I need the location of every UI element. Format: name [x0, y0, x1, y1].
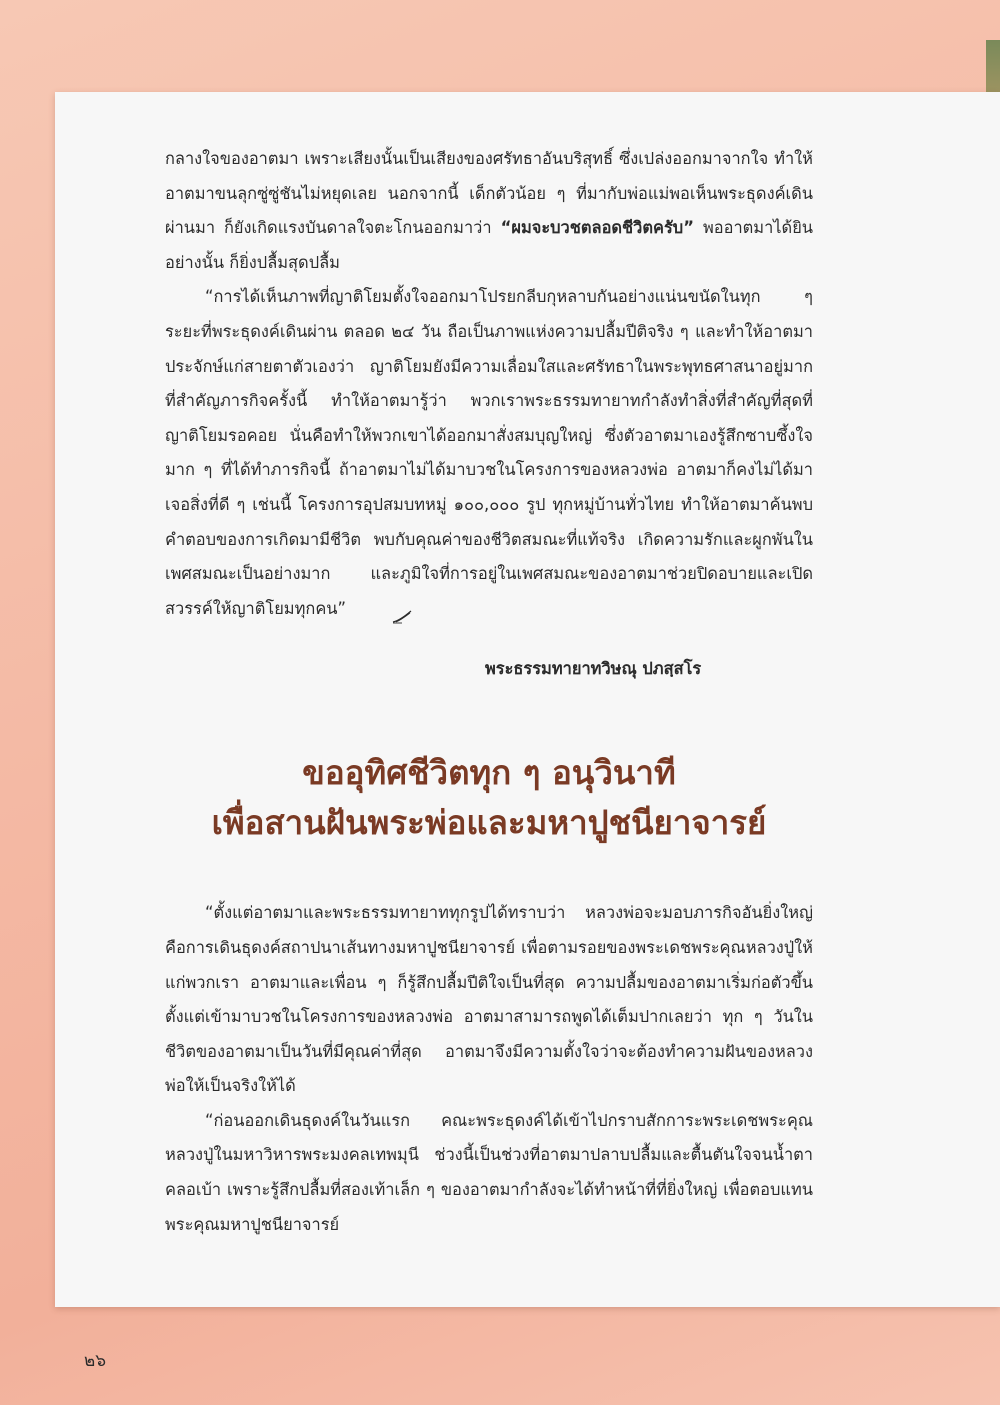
quill-pen-icon	[352, 602, 372, 616]
paragraph-4: “ก่อนออกเดินธุดงค์ในวันแรก คณะพระธุดงค์ได้เข้าไปกราบสักการะพระเดชพระคุณหลวงปู่ในมหาวิหารพระมงคลเทพมุนี ช่วงนี้เป็นช่วงที่อาตมาปลาบปลื้มและตื้นตันใจจนน้ำตาคลอเบ้า เพราะรู้สึกปลื้มที่สองเท้าเล็ก ๆ ของอาตมากำลังจะได้ทำหน้าที่ที่ยิ่งใหญ่ เพื่อตอบแทนพระคุณมหาปูชนียาจารย์	[165, 1110, 813, 1234]
paragraph-1-text-b: พออาตมาได้ยินอย่างนั้น ก็ยิ่งปลื้มสุดปลื้ม	[165, 218, 813, 272]
section-heading	[165, 748, 813, 848]
paragraph-2-text: “การได้เห็นภาพที่ญาติโยมตั้งใจออกมาโปรยกลีบกุหลาบกันอย่างแน่นขนัดในทุก ๆ ระยะที่พระธุดงค์เดินผ่าน ตลอด ๒๔ วัน ถือเป็นภาพแห่งความปลื้มปีติจริง ๆ และทำให้อาตมาประจักษ์แก่สายตาตัวเองว่า ญาติโยมยังมีความเลื่อมใสและศรัทธาในพระพุทธศาสนาอยู่มาก ที่สำคัญภารกิจครั้งนี้ ทำให้อาตมารู้ว่า พวกเราพระธรรมทายาทกำลังทำสิ่งที่สำคัญที่สุดที่ญาติโยมรอคอย นั่นคือทำให้พวกเขาได้ออกมาสั่งสมบุญใหญ่ ซึ่งตัวอาตมาเองรู้สึกซาบซึ้งใจมาก ๆ ที่ได้ทำภารกิจนี้ ถ้าอาตมาไม่ได้มาบวชในโครงการของหลวงพ่อ อาตมาก็คงไม่ได้มาเจอสิ่งที่ดี ๆ เช่นนี้ โครงการอุปสมบทหมู่ ๑๐๐,๐๐๐ รูป ทุกหมู่บ้านทั่วไทย ทำให้อาตมาค้นพบคำตอบของการเกิดมามีชีวิต พบกับคุณค่าของชีวิตสมณะที่แท้จริง เกิดความรักและผูกพันในเพศสมณะเป็นอย่างมาก และภูมิใจที่การอยู่ในเพศสมณะของอาตมาช่วยปิดอบายและเปิดสวรรค์ให้ญาติโยมทุกคน”	[165, 287, 813, 618]
paragraph-3: “ตั้งแต่อาตมาและพระธรรมทายาททุกรูปได้ทราบว่า หลวงพ่อจะมอบภารกิจอันยิ่งใหญ่ คือการเดินธุดงค์สถาปนาเส้นทางมหาปูชนียาจารย์ เพื่อตามรอยของพระเดชพระคุณหลวงปู่ให้แก่พวกเรา อาตมาและเพื่อน ๆ ก็รู้สึกปลื้มปีติใจเป็นที่สุด ความปลื้มของอาตมาเริ่มก่อตัวขึ้นตั้งแต่เข้ามาบวชในโครงการของหลวงพ่อ อาตมาสามารถพูดได้เต็มปากเลยว่า ทุก ๆ วันในชีวิตของอาตมาเป็นวันที่มีคุณค่าที่สุด อาตมาจึงมีความตั้งใจว่าจะต้องทำความฝันของหลวงพ่อให้เป็นจริงให้ได้	[165, 903, 813, 1096]
author-signature: พระธรรมทายาทวิษณุ ปภสฺสโร	[485, 659, 702, 679]
section-body	[165, 896, 813, 1242]
article-card	[55, 92, 1000, 1307]
paragraph-1-bold-quote: “ผมจะบวชตลอดชีวิตครับ”	[500, 218, 694, 238]
paragraph-2	[165, 280, 813, 626]
section-heading-line-2: เพื่อสานฝันพระพ่อและมหาปูชนียาจารย์	[211, 803, 767, 843]
page-number: ๒๖	[84, 1351, 106, 1371]
paragraph-1	[165, 142, 813, 280]
section-heading-line-1: ขออุทิศชีวิตทุก ๆ อนุวินาที	[302, 753, 676, 793]
article-content	[165, 142, 813, 1242]
paragraph-1-text-a: กลางใจของอาตมา เพราะเสียงนั้นเป็นเสียงของศรัทธาอันบริสุทธิ์ ซึ่งเปล่งออกมาจากใจ ทำให้อาตมาขนลุกซู่ซู่ชันไม่หยุดเลย นอกจากนี้ เด็กตัวน้อย ๆ ที่มากับพ่อแม่พอเห็นพระธุดงค์เดินผ่านมา ก็ยังเกิดแรงบันดาลใจตะโกนออกมาว่า	[165, 149, 813, 238]
